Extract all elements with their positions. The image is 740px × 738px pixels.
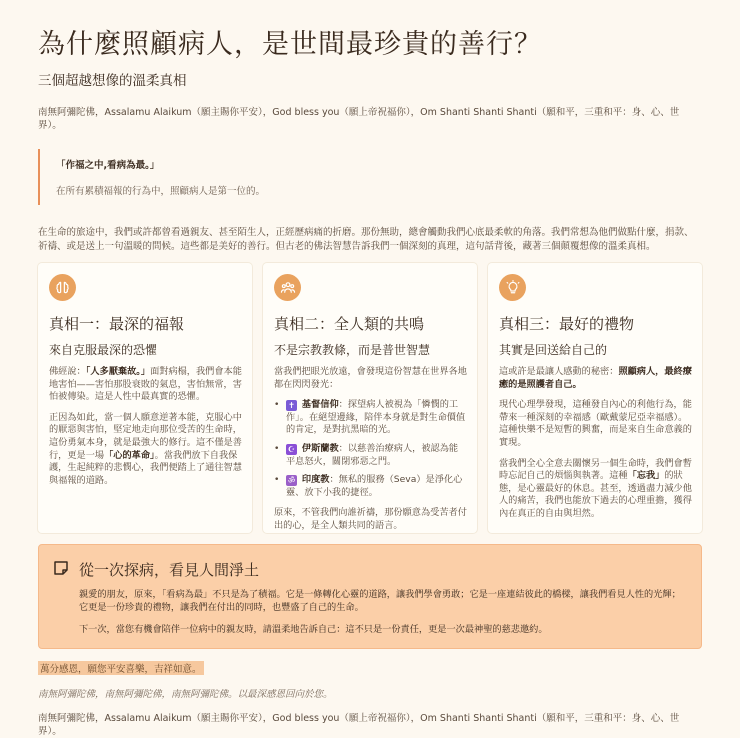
card-paragraph: 這或許是最讓人感動的秘密：照顧病人，最終療癒的是照護者自己。 bbox=[499, 366, 692, 390]
page-subtitle: 三個超越想像的溫柔真相 bbox=[38, 73, 187, 89]
card-title: 真相一：最深的福報 bbox=[49, 315, 185, 333]
brain-icon bbox=[49, 274, 76, 301]
card-paragraph: 原來，不管我們向誰祈禱，那份願意為受苦者付出的心，是全人類共同的語言。 bbox=[274, 507, 467, 531]
truth-card-2 bbox=[263, 263, 477, 533]
card-title: 真相三：最好的禮物 bbox=[499, 315, 635, 333]
card-subtitle: 不是宗教教條，而是普世智慧 bbox=[274, 343, 431, 357]
quote-block bbox=[38, 149, 702, 205]
visit-paragraph: 下一次，當您有機會陪伴一位病中的親友時，請溫柔地告訴自己：這不只是一份責任，更是一次最神聖的慈悲邀約。 bbox=[79, 623, 548, 635]
visit-header bbox=[53, 559, 687, 580]
visit-panel bbox=[38, 544, 702, 649]
om-icon: ॐ bbox=[287, 476, 296, 486]
quote-text: 在所有累積福報的行為中，照顧病人是第一位的。 bbox=[56, 186, 266, 197]
people-icon bbox=[274, 274, 301, 301]
card-title: 真相二：全人類的共鳴 bbox=[274, 315, 425, 333]
card-subtitle: 其實是回送給自己的 bbox=[499, 343, 608, 357]
card-subtitle: 來自克服最深的恐懼 bbox=[49, 343, 158, 357]
note-icon bbox=[53, 560, 69, 580]
religion-list bbox=[274, 399, 467, 499]
crescent-icon: ☪ bbox=[287, 444, 296, 454]
greeting-text: 南無阿彌陀佛，Assalamu Alaikum（願主賜你平安），God bless you（願上帝祝福你），Om Shanti Shanti Shanti（願和平，三重和平：身、心、世界）。 bbox=[38, 107, 680, 131]
truth-card-1 bbox=[38, 263, 252, 533]
card-paragraph: 現代心理學發現，這種發自內心的利他行為，能帶來一種深刻的幸福感（歐戴蒙尼亞幸福感）。這種快樂不是短暫的興奮，而是來自生命意義的實現。 bbox=[499, 399, 692, 448]
lightbulb-icon bbox=[499, 274, 526, 301]
blessing-highlight: 萬分感恩，願您平安喜樂，吉祥如意。 bbox=[38, 661, 204, 675]
list-item: • ॐ 印度教：無私的服務（Seva）是淨化心靈、放下小我的捷徑。 bbox=[274, 474, 467, 499]
chant-text: 南無阿彌陀佛，南無阿彌陀佛，南無阿彌陀佛。以最深感恩回向於您。 bbox=[38, 689, 333, 701]
closing-greeting: 南無阿彌陀佛，Assalamu Alaikum（願主賜你平安），God bless you（願上帝祝福你），Om Shanti Shanti Shanti（願和平，三重和平：身、心、世界）。 bbox=[38, 713, 680, 738]
page-title: 為什麼照顧病人，是世間最珍貴的善行？ bbox=[38, 29, 542, 60]
quote-title: 「作福之中,看病為最。」 bbox=[56, 160, 160, 171]
intro-paragraph: 在生命的旅途中，我們或許都曾看過親友、甚至陌生人，正經歷病痛的折磨。那份無助，總會觸動我們心底最柔軟的角落。我們常想為他們做點什麼，捐款、祈禱、或是送上一句溫暖的問候。這些都是美好的善行。但古老的佛法智慧告訴我們一個深刻的真理，這句話背後，藏著三個顛覆想像的溫柔真相。 bbox=[38, 227, 694, 252]
visit-paragraph: 親愛的朋友，原來，「看病為最」不只是為了積福。它是一條轉化心靈的道路，讓我們學會勇敢；它是一座連結彼此的橋樑，讓我們看見人性的光輝；它更是一份珍貴的禮物，讓我們在付出的同時，也豐盛了自己的生命。 bbox=[79, 589, 681, 613]
truth-cards bbox=[38, 263, 702, 533]
list-item: • ✝ 基督信仰：探望病人被視為「憐憫的工作」。在絕望邊緣，陪伴本身就是對生命價值的肯定，是對抗黑暗的光。 bbox=[274, 399, 467, 437]
card-paragraph: 正因為如此，當一個人願意逆著本能，克服心中的厭惡與害怕，堅定地走向那位受苦的生命時，這份勇氣本身，就是最強大的修行。這不僅是善行，更是一場「心的革命」。當我們放下自我保護，生起純粹的悲憫心，我們便踏上了通往智慧與福報的道路。 bbox=[49, 411, 242, 486]
visit-title: 從一次探病，看見人間淨土 bbox=[79, 561, 260, 579]
card-paragraph: 當我們把眼光放遠，會發現這份智慧在世界各地都在閃閃發光： bbox=[274, 366, 467, 390]
list-item: • ☪ 伊斯蘭教：以慈善治療病人，被認為能平息怒火，關閉邪惡之門。 bbox=[274, 443, 467, 468]
card-paragraph: 當我們全心全意去關懷另一個生命時，我們會暫時忘記自己的煩惱與執著。這種「忘我」的狀態，是心靈最好的休息。甚至，透過盡力減少他人的痛苦，我們也能放下過去的心理重擔，獲得內在真正的自由與坦然。 bbox=[499, 457, 692, 519]
truth-card-3 bbox=[488, 263, 702, 533]
card-paragraph: 佛經說：「人多厭棄故。」面對病榻，我們會本能地害怕——害怕那股衰敗的氣息，害怕無常，害怕被傳染。這是人性中最真實的恐懼。 bbox=[49, 366, 242, 403]
cross-icon: ✝ bbox=[286, 400, 297, 411]
